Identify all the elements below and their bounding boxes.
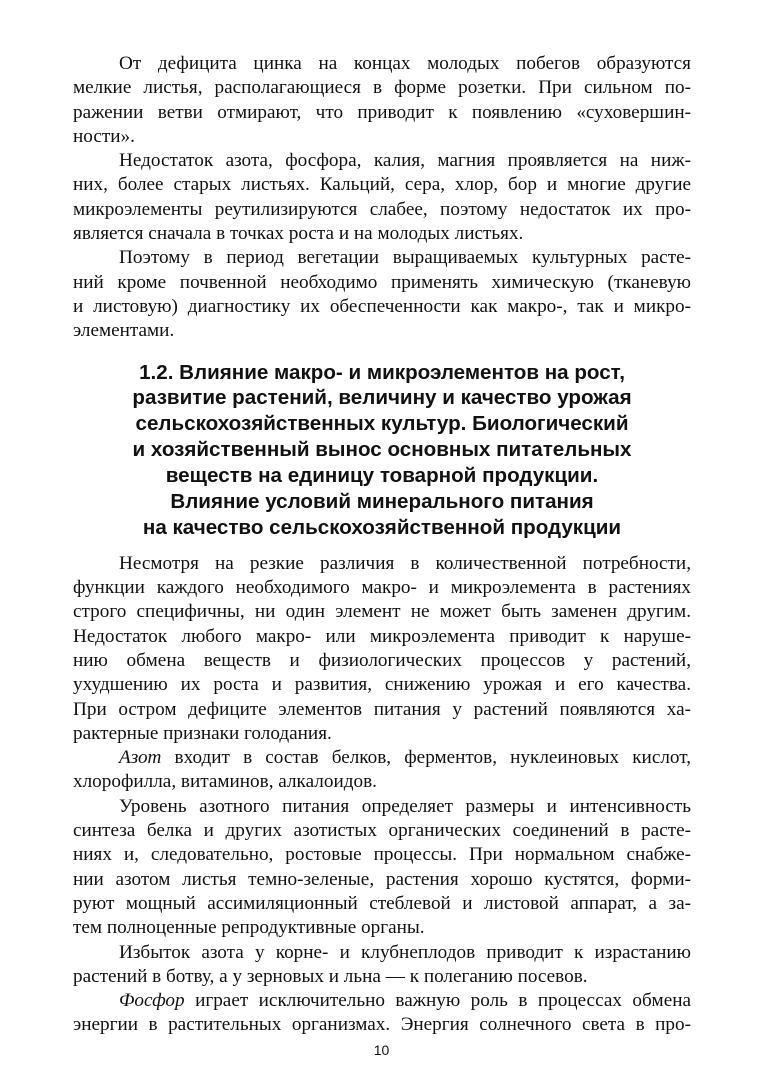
text-fragment: играет исключительно важную роль в процессах обмена	[184, 990, 691, 1012]
text-line: рактерные признаки голодания.	[73, 722, 332, 744]
text-line: тем полноценные репродуктивные органы.	[73, 917, 425, 939]
heading-line: 1.2. Влияние макро- и микроэлементов на рост,	[139, 360, 625, 384]
text-line: и листовую) диагностику их обеспеченности как макро-, так и микро-	[73, 295, 691, 317]
heading-line: сельскохозяйственных культур. Биологический	[135, 412, 629, 436]
text-line: синтеза белка и других азотистых органических соединений в расте-	[73, 820, 691, 842]
text-line: Недостаток любого макро- или микроэлемента приводит к наруше-	[73, 625, 691, 647]
text-line: элементами.	[73, 320, 175, 342]
paragraph-nitrogen-level	[73, 795, 691, 941]
text-line	[73, 746, 691, 770]
text-line: нию обмена веществ и физиологических процессов у растений,	[73, 649, 691, 671]
text-line: Поэтому в период вегетации выращиваемых культурных расте-	[119, 247, 691, 269]
section-heading	[73, 360, 691, 541]
italic-term: Фосфор	[119, 990, 185, 1012]
text-line: хлорофилла, витаминов, алкалоидов.	[73, 771, 377, 793]
text-line: ний кроме почвенной необходимо применять химическую (тканевую	[73, 271, 691, 293]
paragraph-nitrogen	[73, 746, 691, 795]
paragraph-zinc-deficiency	[73, 52, 691, 149]
text-line: них, более старых листьях. Кальций, сера, хлор, бор и многие другие	[73, 174, 691, 196]
text-line: ухудшению их роста и развития, снижению урожая и его качества.	[73, 674, 691, 696]
paragraph-nitrogen-excess	[73, 941, 691, 990]
page-number: 10	[373, 1042, 390, 1058]
paragraph-nutrient-deficiency	[73, 149, 691, 246]
text-line: Уровень азотного питания определяет размеры и интенсивность	[119, 795, 691, 817]
page-body	[73, 52, 691, 1038]
text-line: Недостаток азота, фосфора, калия, магния проявляется на ниж-	[119, 150, 691, 172]
text-line: руют мощный ассимиляционный стеблевой и листовой аппарат, а за-	[73, 892, 691, 914]
paragraph-phosphorus	[73, 989, 691, 1038]
heading-line: и хозяйственный вынос основных питательных	[132, 438, 632, 462]
text-line: ности».	[73, 125, 135, 147]
italic-term: Азот	[119, 747, 162, 769]
heading-line: на качество сельскохозяйственной продукции	[142, 515, 622, 539]
text-line: нии азотом листья темно-зеленые, растения хорошо кустятся, форми-	[73, 868, 691, 890]
paragraph-diagnostics	[73, 246, 691, 343]
paragraph-element-functions	[73, 552, 691, 746]
text-fragment: входит в состав белков, ферментов, нуклеиновых кислот,	[161, 747, 691, 769]
text-line: Несмотря на резкие различия в количественной потребности,	[119, 552, 691, 574]
text-line: От дефицита цинка на концах молодых побегов образуются	[119, 53, 691, 74]
text-line: При остром дефиците элементов питания у растений появляются ха-	[73, 698, 691, 720]
text-line: Избыток азота у корне- и клубнеплодов приводит к израстанию	[119, 941, 691, 963]
text-line: строго специфичны, ни один элемент не может быть заменен другим.	[73, 601, 691, 623]
text-line: энергии в растительных организмах. Энергия солнечного света в про-	[73, 1014, 691, 1036]
text-line: является сначала в точках роста и на молодых листьях.	[73, 223, 524, 245]
text-line: ражении ветви отмирают, что приводит к появлению «суховершин-	[73, 101, 691, 123]
text-line	[73, 989, 691, 1013]
text-line: ниях и, следовательно, ростовые процессы. При нормальном снабже-	[73, 844, 691, 866]
text-line: растений в ботву, а у зерновых и льна — к полеганию посевов.	[73, 965, 588, 987]
heading-line: развитие растений, величину и качество урожая	[132, 386, 632, 410]
heading-line: веществ на единицу товарной продукции.	[165, 464, 599, 488]
text-line: функции каждого необходимого макро- и микроэлемента в растениях	[73, 577, 691, 599]
text-line: мелкие листья, располагающиеся в форме розетки. При сильном по-	[73, 77, 691, 99]
heading-line: Влияние условий минерального питания	[170, 490, 594, 514]
text-line: микроэлементы реутилизируются слабее, поэтому недостаток их про-	[73, 198, 691, 220]
